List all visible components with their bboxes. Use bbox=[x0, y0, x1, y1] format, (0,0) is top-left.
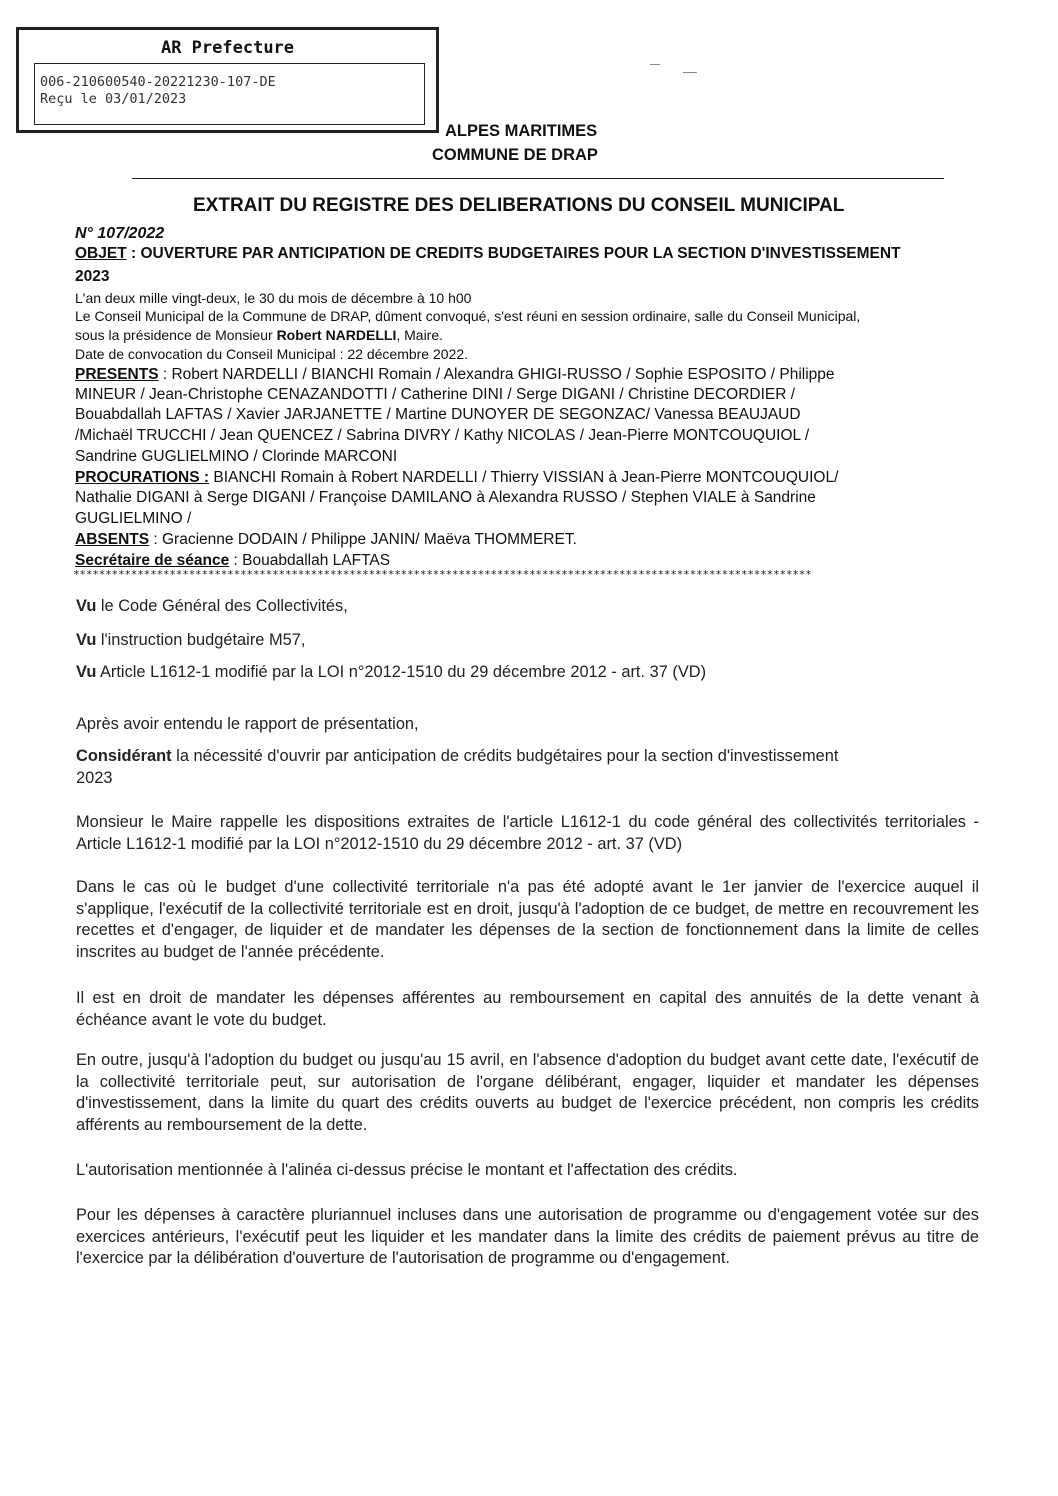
prefecture-stamp bbox=[16, 27, 439, 133]
vu-label: Vu bbox=[76, 631, 97, 649]
considerant-text: la nécessité d'ouvrir par anticipation de crédits budgétaires pour la section d'investissement 2023 bbox=[76, 747, 839, 787]
presents-line: Bouabdallah LAFTAS / Xavier JARJANETTE / Martine DUNOYER DE SEGONZAC/ Vanessa BEAUJAUD bbox=[75, 406, 801, 423]
convocation-date: Date de convocation du Conseil Municipal : 22 décembre 2022. bbox=[75, 346, 469, 362]
absents-text: : Gracienne DODAIN / Philippe JANIN/ Maëva THOMMERET. bbox=[149, 531, 577, 548]
paragraph-considerant bbox=[76, 746, 856, 789]
commune-name: COMMUNE DE DRAP bbox=[432, 146, 598, 164]
scan-speck bbox=[683, 72, 697, 73]
vu-label: Vu bbox=[76, 597, 97, 615]
vu-line bbox=[76, 630, 979, 652]
vu-text: l'instruction budgétaire M57, bbox=[96, 631, 306, 649]
procurations-line: Nathalie DIGANI à Serge DIGANI / Françoise DAMILANO à Alexandra RUSSO / Stephen VIALE à Sandrine bbox=[75, 489, 816, 506]
paragraph-budget-rules: Dans le cas où le budget d'une collectivité territoriale n'a pas été adopté avant le 1er janvier de l'exercice auquel il s'applique, l'exécutif de la collectivité territoriale est en droit, jusqu'à l'adoption de ce budget, de mettre en recouvrement les recettes et d'engager, de liquider et de mandater les dépenses de la section de fonctionnement dans la limite de celles inscrites au budget de l'année précédente. bbox=[76, 878, 979, 961]
scan-speck bbox=[650, 64, 660, 65]
presents-line: Sandrine GUGLIELMINO / Clorinde MARCONI bbox=[75, 448, 398, 465]
vu-line bbox=[76, 662, 979, 684]
presidence-suffix: , Maire. bbox=[396, 327, 444, 343]
vu-line bbox=[76, 596, 979, 618]
secretaire-label: Secrétaire de séance bbox=[75, 552, 230, 569]
stamp-reference: 006-210600540-20221230-107-DE bbox=[40, 74, 276, 90]
paragraph-autorisation: L'autorisation mentionnée à l'alinéa ci-dessus précise le montant et l'affectation des crédits. bbox=[76, 1161, 738, 1179]
vu-text: Article L1612-1 modifié par la LOI n°2012-1510 du 29 décembre 2012 - art. 37 (VD) bbox=[96, 663, 707, 681]
presents-text: : Robert NARDELLI / BIANCHI Romain / Alexandra GHIGI-RUSSO / Sophie ESPOSITO / Philippe bbox=[158, 366, 835, 383]
stamp-title: AR Prefecture bbox=[160, 38, 295, 58]
presents-line bbox=[75, 366, 835, 384]
procurations-text: BIANCHI Romain à Robert NARDELLI / Thierry VISSIAN à Jean-Pierre MONTCOUQUIOL/ bbox=[209, 469, 839, 486]
presents-line: MINEUR / Jean-Christophe CENAZANDOTTI / Catherine DINI / Serge DIGANI / Christine DECORDIER / bbox=[75, 386, 796, 403]
objet-year: 2023 bbox=[75, 268, 110, 285]
procurations-line bbox=[75, 469, 838, 487]
paragraph-pluriannuel: Pour les dépenses à caractère pluriannuel incluses dans une autorisation de programme ou d'engagement votée sur des exercices antérieurs, l'exécutif peut les liquider et les mandater dans la limite des crédits de paiement prévus au titre de l'exercice par la délibération d'ouverture de l'autorisation de programme ou d'engagement. bbox=[76, 1206, 979, 1267]
president-name: Robert NARDELLI bbox=[276, 327, 397, 343]
absents-line bbox=[75, 531, 577, 549]
presidence-prefix: sous la présidence de Monsieur bbox=[75, 327, 277, 343]
paragraph-investissement: En outre, jusqu'à l'adoption du budget ou jusqu'au 15 avril, en l'absence d'adoption du budget avant cette date, l'exécutif de la collectivité territoriale peut, sur autorisation de l'organe délibérant, engager, liquider et mandater les dépenses d'investissement, dans la limite du quart des crédits ouverts au budget de l'exercice précédent, non compris les crédits afférents au remboursement de la dette. bbox=[76, 1051, 979, 1134]
vu-label: Vu bbox=[76, 663, 97, 681]
stamp-received-date: Reçu le 03/01/2023 bbox=[40, 91, 187, 107]
objet-text: : OUVERTURE PAR ANTICIPATION DE CREDITS BUDGETAIRES POUR LA SECTION D'INVESTISSEMENT bbox=[126, 245, 901, 262]
vu-text: le Code Général des Collectivités, bbox=[96, 597, 348, 615]
department-name: ALPES MARITIMES bbox=[445, 122, 598, 140]
paragraph-dette: Il est en droit de mandater les dépenses afférentes au remboursement en capital des annuités de la dette venant à échéance avant le vote du budget. bbox=[76, 989, 979, 1029]
presents-label: PRESENTS bbox=[75, 366, 159, 383]
separator-stars: ******************************************************************************************************************* bbox=[73, 568, 812, 581]
deliberation-number: N° 107/2022 bbox=[75, 225, 165, 242]
paragraph-rapport: Après avoir entendu le rapport de présentation, bbox=[76, 715, 419, 733]
objet-label: OBJET bbox=[75, 245, 127, 262]
considerant-label: Considérant bbox=[76, 747, 172, 765]
document-title: EXTRAIT DU REGISTRE DES DELIBERATIONS DU CONSEIL MUNICIPAL bbox=[193, 195, 845, 216]
session-presidence bbox=[75, 327, 443, 343]
presents-line: /Michaël TRUCCHI / Jean QUENCEZ / Sabrina DIVRY / Kathy NICOLAS / Jean-Pierre MONTCOUQUIOL / bbox=[75, 427, 810, 444]
header-rule bbox=[132, 178, 944, 179]
session-date: L'an deux mille vingt-deux, le 30 du mois de décembre à 10 h00 bbox=[75, 290, 472, 306]
procurations-line: GUGLIELMINO / bbox=[75, 510, 192, 527]
paragraph-rappel: Monsieur le Maire rappelle les dispositions extraites de l'article L1612-1 du code général des collectivités territoriales - Article L1612-1 modifié par la LOI n°2012-1510 du 29 décembre 2012 - art. 37 (VD) bbox=[76, 813, 979, 853]
absents-label: ABSENTS bbox=[75, 531, 150, 548]
objet-line bbox=[75, 245, 901, 263]
session-convocation: Le Conseil Municipal de la Commune de DRAP, dûment convoqué, s'est réuni en session ordinaire, salle du Conseil Municipal, bbox=[75, 308, 861, 324]
procurations-label: PROCURATIONS : bbox=[75, 469, 210, 486]
secretaire-text: : Bouabdallah LAFTAS bbox=[229, 552, 391, 569]
